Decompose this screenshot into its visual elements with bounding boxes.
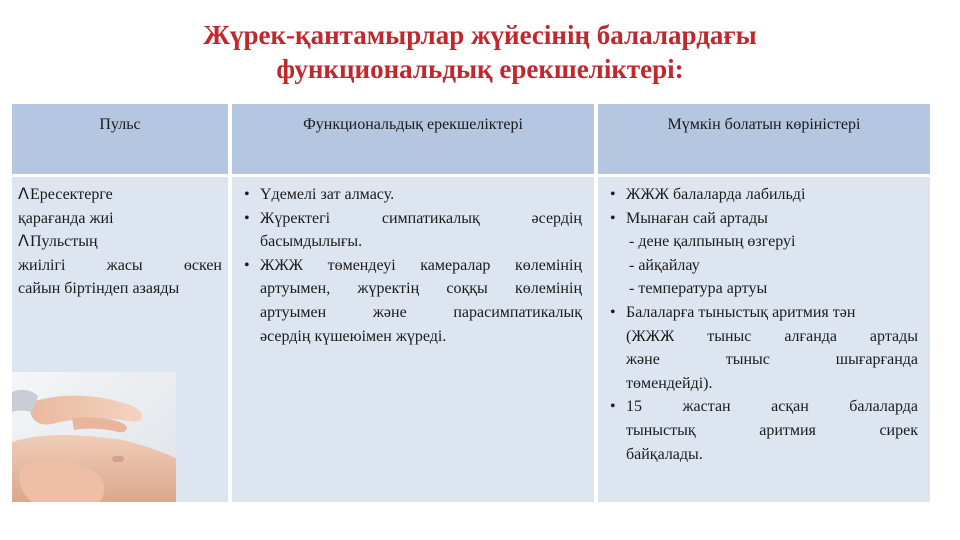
sub-item: - температура артуы	[629, 280, 768, 298]
manifestations-list	[604, 183, 918, 466]
functional-features-cell	[232, 177, 594, 502]
hands-illustration	[12, 372, 176, 502]
feature-2-line-2: басымдылығы.	[260, 233, 363, 251]
feature-3-line-4: әсердің күшеюімен жүреді.	[260, 327, 447, 345]
manifestation-4-line-3: байқалады.	[626, 445, 703, 463]
manifestation-3-line-2: (ЖЖЖ тыныс алғанда артады	[626, 327, 918, 345]
pulse-line-4: жиілігі жасы өскен	[18, 256, 222, 274]
list-item	[604, 183, 918, 207]
slide-title	[0, 18, 960, 86]
title-line-2: функциональдық ерекшеліктері:	[276, 54, 684, 84]
manifestation-3-line-3: және тыныс шығарғанда	[626, 351, 918, 369]
list-item	[604, 301, 918, 395]
caret-marker-icon: ᐱ	[18, 233, 29, 251]
manifestation-4-line-1: • 15 жастан асқан балаларда	[626, 398, 918, 416]
manifestation-4-line-2: тыныстық аритмия сирек	[626, 421, 918, 439]
header-functional-features: Функциональдық ерекшеліктері	[232, 104, 594, 174]
caret-marker-icon: ᐱ	[18, 186, 29, 203]
pulse-line-1	[18, 183, 222, 207]
feature-3-line-1: • ЖЖЖ төмендеуі камералар көлемінің	[260, 256, 582, 274]
feature-3-line-2: артуымен, жүректің соққы көлемінің	[260, 280, 582, 298]
list-item	[604, 395, 918, 466]
manifestations-cell	[598, 177, 930, 502]
list-item	[238, 207, 582, 254]
pulse-line-1-text: Ересектерге	[30, 186, 113, 203]
header-pulse: Пульс	[12, 104, 228, 174]
list-item	[604, 207, 918, 301]
manifestation-3-line-1: • Балаларға тыныстық аритмия тән	[626, 303, 856, 321]
feature-3-line-3: артуымен және парасимпатикалық	[260, 303, 582, 321]
pulse-line-5: сайын біртіндеп азаяды	[18, 280, 180, 298]
pulse-measurement-photo	[12, 372, 176, 502]
feature-2-line-1: • Жүректегі симпатикалық әсердің	[260, 209, 582, 227]
list-item	[238, 254, 582, 348]
pulse-text	[12, 177, 228, 301]
header-possible-manifestations: Мүмкін болатын көріністері	[598, 104, 930, 174]
sub-item: - дене қалпының өзгеруі	[629, 233, 796, 251]
manifestation-2-text: • Мынаған сай артады	[626, 209, 768, 227]
pulse-line-2: қарағанда жиі	[18, 209, 114, 227]
title-line-1: Жүрек-қантамырлар жүйесінің балалардағы	[203, 20, 757, 50]
manifestation-1-text: • ЖЖЖ балаларда лабильді	[626, 186, 806, 203]
list-item	[238, 183, 582, 207]
pulse-line-3-text: Пульстың	[30, 233, 98, 251]
pulse-line-3	[18, 230, 222, 254]
features-list	[238, 183, 582, 348]
manifestation-3-line-4: төмендейді).	[626, 374, 713, 392]
sub-item: - айқайлау	[629, 256, 700, 274]
feature-1-text: • Үдемелі зат алмасу.	[260, 186, 395, 203]
